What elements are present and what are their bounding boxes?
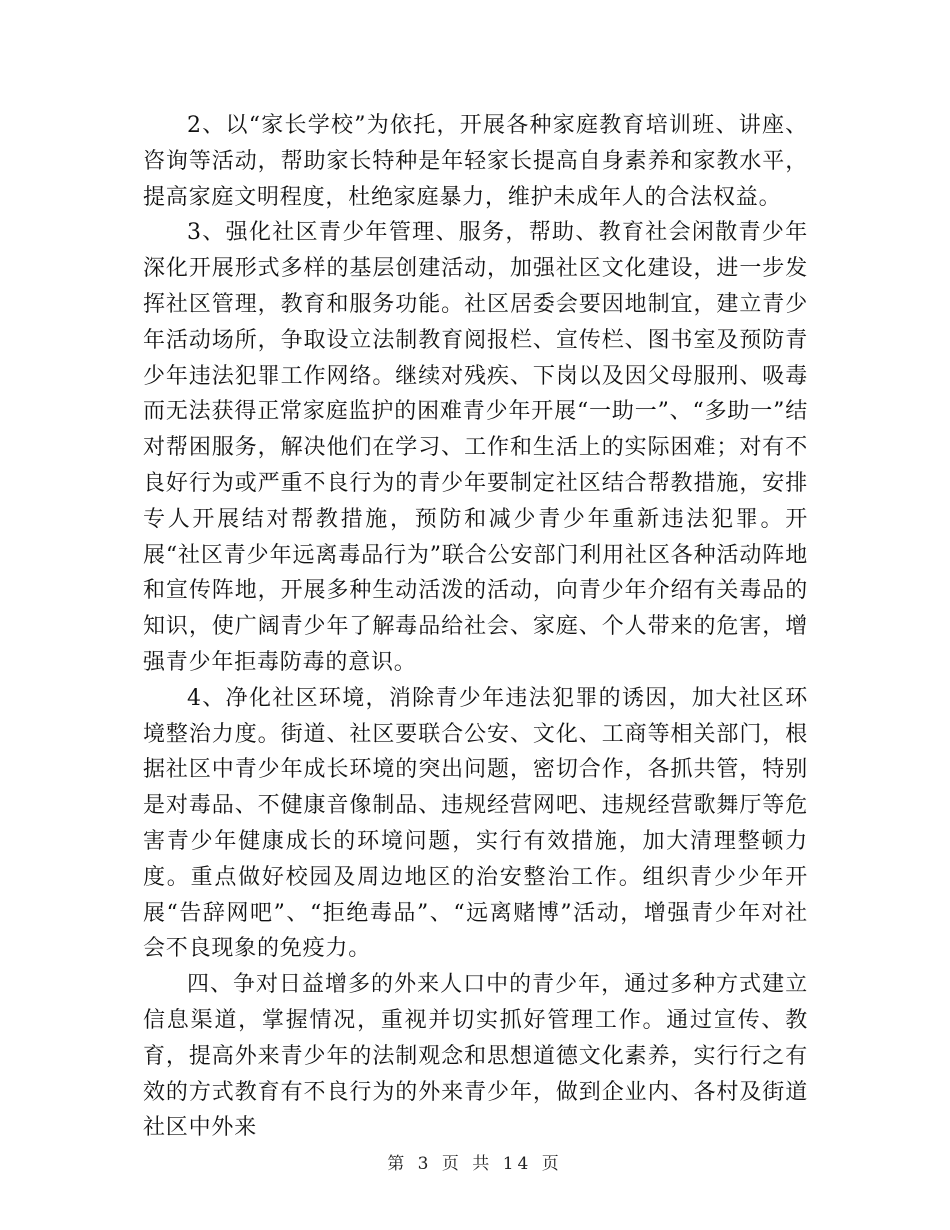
paragraph-4-community-environment: 4、净化社区环境，消除青少年违法犯罪的诱因，加大社区环境整治力度。街道、社区要联合公安、文化、工商等相关部门，根据社区中青少年成长环境的突出问题，密切合作，各抓共管，特别是对毒品、不健康音像制品、违规经营网吧、违规经营歌舞厅等危害青少年健康成长的环境问题，实行有效措施，加大清理整顿力度。重点做好校园及周边地区的治安整治工作。组织青少少年开展“告辞网吧”、“拒绝毒品”、“远离赌博”活动，增强青少年对社会不良现象的免疫力。 xyxy=(143,685,808,962)
document-body xyxy=(143,108,808,1146)
paragraph-3-community-youth: 3、强化社区青少年管理、服务，帮助、教育社会闲散青少年深化开展形式多样的基层创建活动，加强社区文化建设，进一步发挥社区管理，教育和服务功能。社区居委会要因地制宜，建立青少年活动场所，争取设立法制教育阅报栏、宣传栏、图书室及预防青少年违法犯罪工作网络。继续对残疾、下岗以及因父母服刑、吸毒而无法获得正常家庭监护的困难青少年开展“一助一”、“多助一”结对帮困服务，解决他们在学习、工作和生活上的实际困难；对有不良好行为或严重不良行为的青少年要制定社区结合帮教措施，安排专人开展结对帮教措施，预防和减少青少年重新违法犯罪。开展“社区青少年远离毒品行为”联合公安部门利用社区各种活动阵地和宣传阵地，开展多种生动活泼的活动，向青少年介绍有关毒品的知识，使广阔青少年了解毒品给社会、家庭、个人带来的危害，增强青少年拒毒防毒的意识。 xyxy=(143,220,808,675)
paragraph-section-four-migrant-youth: 四、争对日益增多的外来人口中的青少年，通过多种方式建立信息渠道，掌握情况，重视并切实抓好管理工作。通过宣传、教育，提高外来青少年的法制观念和思想道德文化素养，实行行之有效的方式教育有不良行为的外来青少年，做到企业内、各村及街道社区中外来 xyxy=(143,972,808,1141)
paragraph-2-family-school: 2、以“家长学校”为依托，开展各种家庭教育培训班、讲座、咨询等活动，帮助家长特种是年轻家长提高自身素养和家教水平，提高家庭文明程度，杜绝家庭暴力，维护未成年人的合法权益。 xyxy=(143,113,808,210)
page-number-footer: 第 3 页 共 14 页 xyxy=(387,1154,563,1174)
